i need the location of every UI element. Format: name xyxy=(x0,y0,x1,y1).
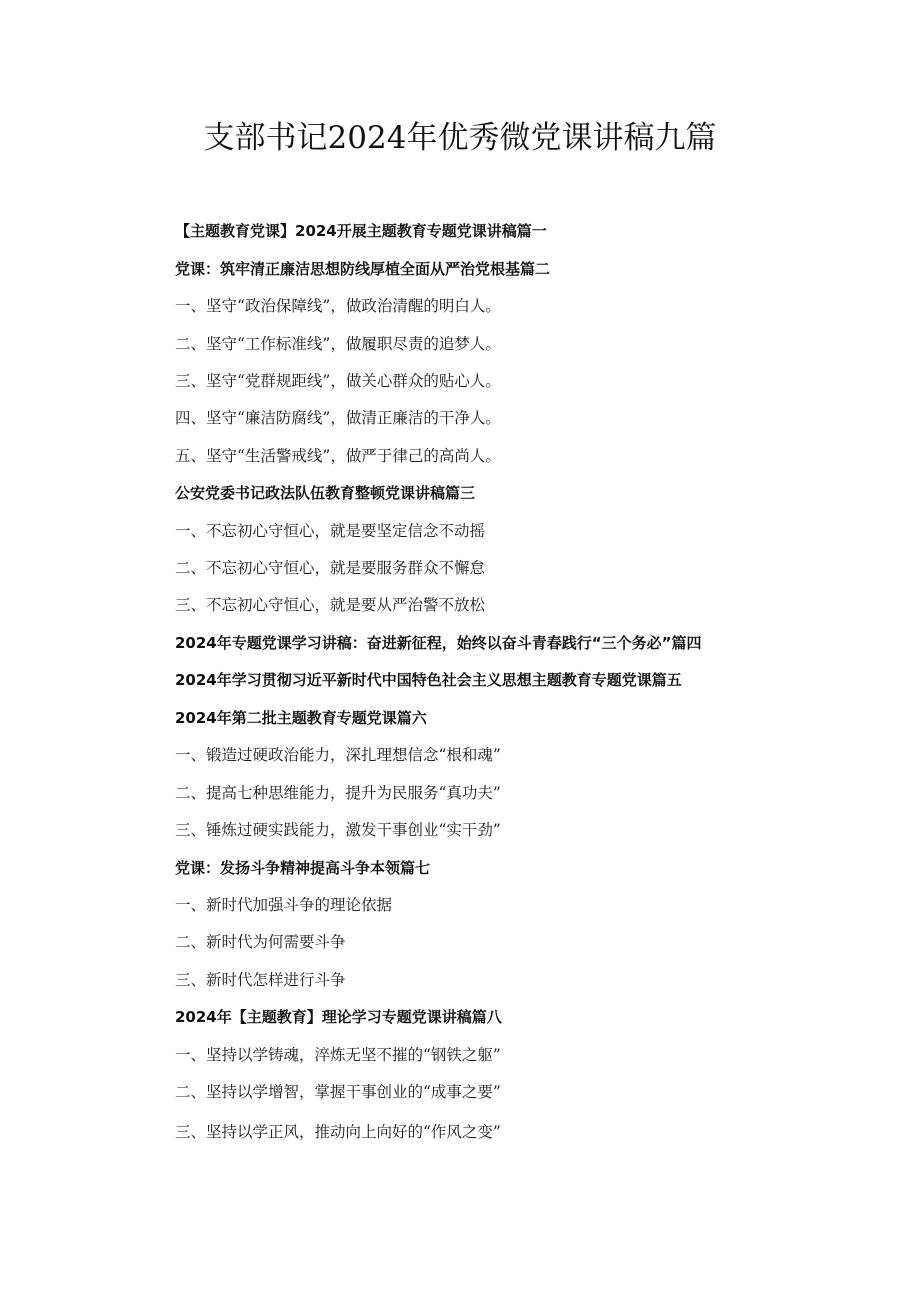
toc-item: 四、坚守“廉洁防腐线”，做清正廉洁的干净人。 xyxy=(175,409,501,427)
toc-heading-5: 2024年学习贯彻习近平新时代中国特色社会主义思想主题教育专题党课篇五 xyxy=(175,671,682,689)
toc-heading-1: 【主题教育党课】2024开展主题教育专题党课讲稿篇一 xyxy=(175,222,547,240)
toc-item: 二、坚持以学增智，掌握干事创业的“成事之要” xyxy=(175,1083,501,1101)
toc-heading-8: 2024年【主题教育】理论学习专题党课讲稿篇八 xyxy=(175,1008,502,1026)
toc-heading-4: 2024年专题党课学习讲稿：奋进新征程，始终以奋斗青春践行“三个务必”篇四 xyxy=(175,634,702,652)
toc-item: 一、新时代加强斗争的理论依据 xyxy=(175,896,393,914)
toc-item: 三、锤炼过硬实践能力，激发干事创业“实干劲” xyxy=(175,821,501,839)
toc-item: 二、不忘初心守恒心，就是要服务群众不懈怠 xyxy=(175,559,486,577)
toc-item: 三、坚守“党群规距线”，做关心群众的贴心人。 xyxy=(175,372,501,390)
toc-item: 三、新时代怎样进行斗争 xyxy=(175,971,346,989)
toc-heading-2: 党课：筑牢清正廉洁思想防线厚植全面从严治党根基篇二 xyxy=(175,260,551,278)
toc-item: 一、坚持以学铸魂，淬炼无坚不摧的“钢铁之躯” xyxy=(175,1046,501,1064)
toc-item: 一、锻造过硬政治能力，深扎理想信念“根和魂” xyxy=(175,746,501,764)
toc-heading-7: 党课：发扬斗争精神提高斗争本领篇七 xyxy=(175,859,431,877)
toc-item: 三、坚持以学正风，推动向上向好的“作风之变” xyxy=(175,1123,501,1141)
toc-item: 五、坚守“生活警戒线”，做严于律己的高尚人。 xyxy=(175,447,501,465)
toc-heading-6: 2024年第二批主题教育专题党课篇六 xyxy=(175,709,427,727)
toc-item: 一、不忘初心守恒心，就是要坚定信念不动摇 xyxy=(175,522,486,540)
toc-item: 三、不忘初心守恒心，就是要从严治警不放松 xyxy=(175,596,486,614)
toc-item: 二、新时代为何需要斗争 xyxy=(175,933,346,951)
document-title: 支部书记2024年优秀微党课讲稿九篇 xyxy=(203,120,717,156)
toc-item: 二、坚守“工作标准线”，做履职尽责的追梦人。 xyxy=(175,335,501,353)
toc-heading-3: 公安党委书记政法队伍教育整顿党课讲稿篇三 xyxy=(175,484,476,502)
toc-item: 一、坚守“政治保障线”，做政治清醒的明白人。 xyxy=(175,297,501,315)
toc-item: 二、提高七种思维能力，提升为民服务“真功夫” xyxy=(175,784,501,802)
